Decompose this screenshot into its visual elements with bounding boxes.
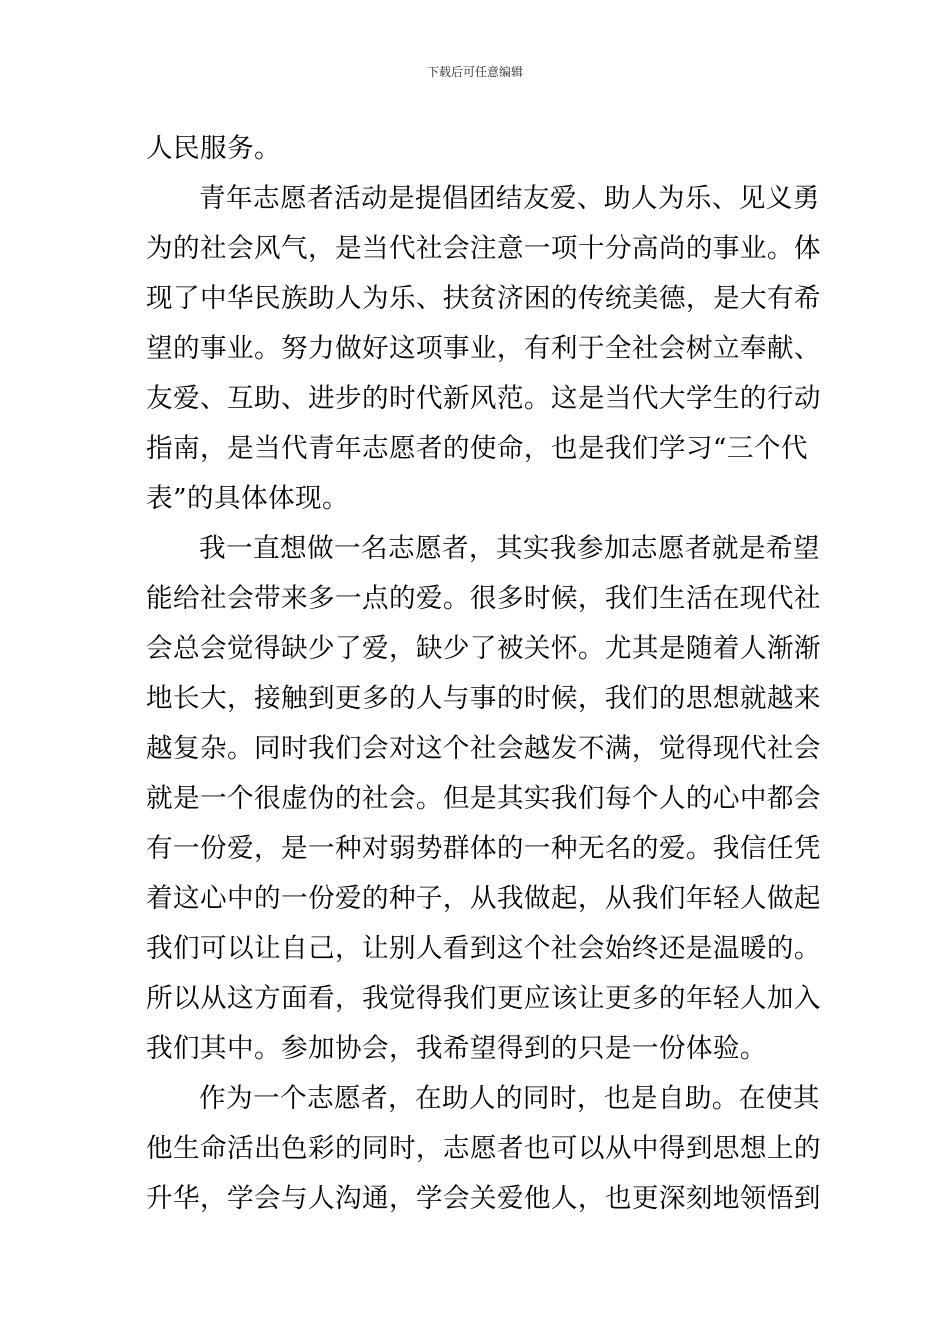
- text-line: 着这心中的一份爱的种子，从我做起，从我们年轻人做起: [146, 883, 821, 914]
- text-line: 友爱、互助、进步的时代新风范。这是当代大学生的行动: [146, 383, 821, 414]
- text-line: 为的社会风气，是当代社会注意一项十分高尚的事业。体: [146, 233, 821, 264]
- text-line: 现了中华民族助人为乐、扶贫济困的传统美德，是大有希: [146, 283, 821, 314]
- page-header: 下载后可任意编辑: [426, 65, 523, 79]
- text-line: 指南，是当代青年志愿者的使命，也是我们学习“三个代: [146, 433, 808, 464]
- text-line: 越复杂。同时我们会对这个社会越发不满，觉得现代社会: [146, 733, 821, 764]
- paragraph: [146, 524, 821, 1074]
- text-line: 他生命活出色彩的同时，志愿者也可以从中得到思想上的: [146, 1133, 821, 1164]
- text-line: 能给社会带来多一点的爱。很多时候，我们生活在现代社: [146, 583, 821, 614]
- text-line: 就是一个很虚伪的社会。但是其实我们每个人的心中都会: [146, 783, 821, 814]
- text-line: 作为一个志愿者，在助人的同时，也是自助。在使其: [199, 1083, 820, 1114]
- text-line: 升华，学会与人沟通，学会关爱他人，也更深刻地领悟到: [146, 1183, 821, 1214]
- text-line: 人民服务。: [146, 133, 281, 164]
- text-line: 青年志愿者活动是提倡团结友爱、助人为乐、见义勇: [199, 183, 820, 214]
- paragraph: [146, 1074, 821, 1224]
- text-line: 我们其中。参加协会，我希望得到的只是一份体验。: [146, 1033, 767, 1064]
- text-line: 表”的具体体现。: [146, 483, 349, 514]
- paragraph: [146, 124, 816, 174]
- paragraph: [146, 174, 821, 524]
- text-line: 我们可以让自己，让别人看到这个社会始终还是温暖的。: [146, 933, 821, 964]
- document-body: [146, 124, 821, 1224]
- text-line: 会总会觉得缺少了爱，缺少了被关怀。尤其是随着人渐渐: [146, 633, 821, 664]
- text-line: 望的事业。努力做好这项事业，有利于全社会树立奉献、: [146, 333, 821, 364]
- text-line: 地长大，接触到更多的人与事的时候，我们的思想就越来: [146, 683, 821, 714]
- text-line: 有一份爱，是一种对弱势群体的一种无名的爱。我信任凭: [146, 833, 821, 864]
- text-line: 所以从这方面看，我觉得我们更应该让更多的年轻人加入: [146, 983, 821, 1014]
- text-line: 我一直想做一名志愿者，其实我参加志愿者就是希望: [199, 533, 820, 564]
